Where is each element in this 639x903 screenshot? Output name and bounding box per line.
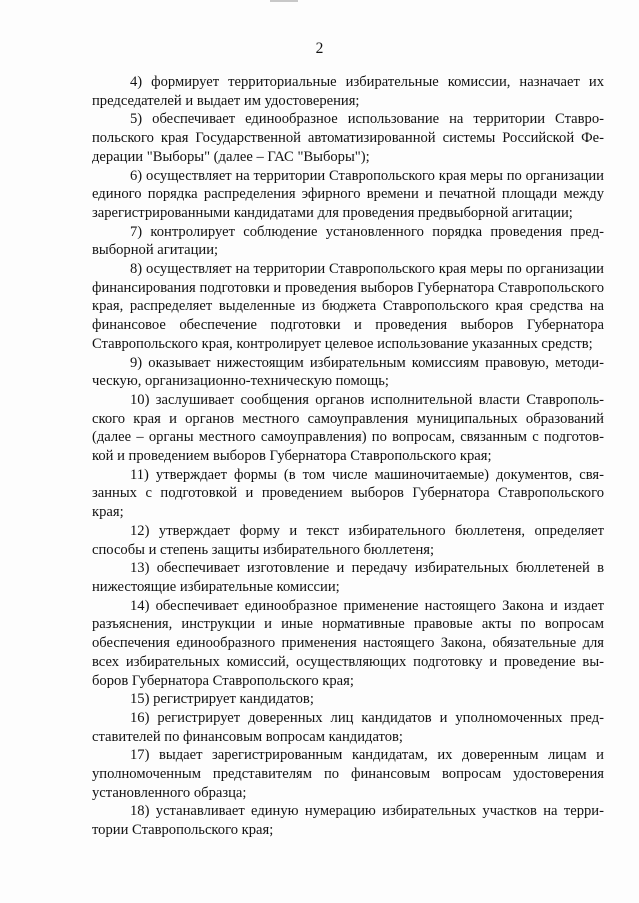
paragraph-item-4: 4) формирует территориальные избирательные комиссии, назначает их председателей и выдает им удостоверения; <box>92 74 604 109</box>
paragraph-item-16: 16) регистрирует доверенных лиц кандидатов и уполномоченных представителей по финансовым вопросам кандидатов; <box>92 709 604 745</box>
paragraph-item-13: 13) обеспечивает изготовление и передачу избирательных бюллетеней в нижестоящие избирательные комиссии; <box>92 560 604 595</box>
paragraph-item-11: 11) утверждает формы (в том числе машиночитаемые) документов, связанных с подготовкой и проведением выборов Губернатора Ставропольского края; <box>92 466 604 521</box>
paragraph-item-17: 17) выдает зарегистрированным кандидатам, их доверенным лицам и уполномоченным представителям по финансовым вопросам удостоверения установленного образца; <box>92 747 604 801</box>
document-body <box>92 73 604 840</box>
paragraph-item-15: 15) регистрирует кандидатов; <box>130 691 314 708</box>
paragraph-item-5: 5) обеспечивает единообразное использование на территории Ставропольского края Государственной автоматизированной системы Российской Федерации "Выборы" (далее – ГАС "Выборы"); <box>92 111 604 165</box>
page-number: 2 <box>315 40 324 57</box>
scan-mark <box>270 0 298 2</box>
paragraph-item-9: 9) оказывает нижестоящим избирательным комиссиям правовую, методическую, организационно-техническую помощь; <box>92 354 604 390</box>
paragraph-item-12: 12) утверждает форму и текст избирательного бюллетеня, определяет способы и степень защиты избирательного бюллетеня; <box>92 522 604 558</box>
paragraph-item-14: 14) обеспечивает единообразное применение настоящего Закона и издает разъяснения, инструкции и иные нормативные правовые акты по вопросам обеспечения единообразного применения настоящего Закона, обязательные для всех избирательных комиссий, осуществляющих подготовку и проведение выборов Губернатора Ставропольского края; <box>92 597 604 689</box>
paragraph-item-7: 7) контролирует соблюдение установленного порядка проведения предвыборной агитации; <box>92 223 604 259</box>
paragraph-item-10: 10) заслушивает сообщения органов исполнительной власти Ставропольского края и органов местного самоуправления муниципальных образований (далее – органы местного самоуправления) по вопросам, связанным с подготовкой и проведением выборов Губернатора Ставропольского края; <box>92 391 604 465</box>
paragraph-item-18: 18) устанавливает единую нумерацию избирательных участков на территории Ставропольского края; <box>92 803 604 839</box>
paragraph-item-8: 8) осуществляет на территории Ставропольского края меры по организации финансирования подготовки и проведения выборов Губернатора Ставропольского края, распределяет выделенные из бюджета Ставропольского края средства на финансовое обеспечение подготовки и проведения выборов Губернатора Ставропольского края, контролирует целевое использование указанных средств; <box>92 261 604 352</box>
paragraph-item-6: 6) осуществляет на территории Ставропольского края меры по организации единого порядка распределения эфирного времени и печатной площади между зарегистрированными кандидатами для проведения предвыборной агитации; <box>92 167 604 221</box>
